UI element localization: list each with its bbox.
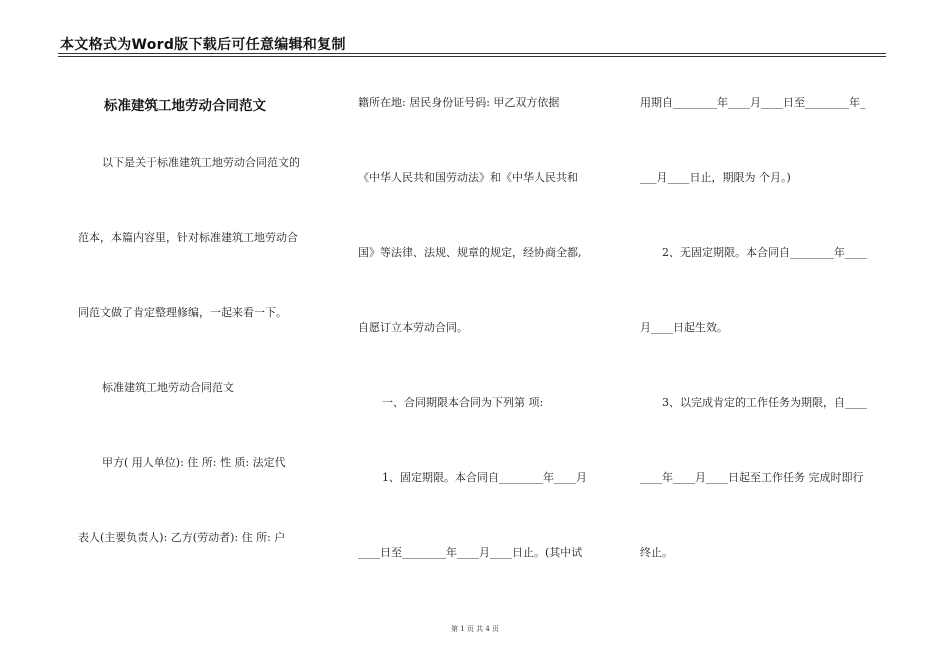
col2-line: 国》等法律、法规、规章的规定，经协商全都, (358, 246, 582, 259)
header-rule-bottom (58, 56, 886, 57)
col1-line: 甲方( 用人单位): 住 所: 性 质: 法定代 (102, 456, 286, 469)
col3-line: 月____日起生效。 (640, 321, 728, 334)
col2-line: 籍所在地: 居民身份证号码: 甲乙双方依据 (358, 96, 560, 109)
col1-line: 以下是关于标准建筑工地劳动合同范文的 (102, 156, 300, 169)
col2-line: 自愿订立本劳动合同。 (358, 321, 468, 334)
col2-line: 一、合同期限本合同为下列第 项: (382, 396, 544, 409)
col3-line: 终止。 (640, 546, 673, 559)
col3-line: ___月____日止，期限为 个月。) (640, 171, 791, 184)
col1-line: 标准建筑工地劳动合同范文 (102, 381, 234, 394)
document-header: 本文格式为Word版下载后可任意编辑和复制 (60, 37, 346, 53)
page-number: 第 1 页 共 4 页 (450, 625, 500, 633)
col1-line: 同范文做了肯定整理修编，一起来看一下。 (78, 306, 287, 319)
col2-line: ____日至________年____月____日止。(其中试 (358, 546, 583, 559)
col2-line: 《中华人民共和国劳动法》和《中华人民共和 (358, 171, 578, 184)
col3-line: 用期自________年____月____日至________年_ (640, 96, 866, 109)
col1-line: 范本，本篇内容里，针对标准建筑工地劳动合 (78, 231, 298, 244)
document-title: 标准建筑工地劳动合同范文 (104, 98, 266, 114)
col3-line: 2、无固定期限。本合同自________年____ (662, 246, 867, 259)
col1-line: 表人(主要负责人): 乙方(劳动者): 住 所: 户 (78, 531, 286, 544)
col2-line: 1、固定期限。本合同自________年____月 (382, 471, 587, 484)
header-rule-top (58, 53, 886, 54)
col3-line: 3、以完成肯定的工作任务为期限，自____ (662, 396, 867, 409)
col3-line: ____年____月____日起至工作任务 完成时即行 (640, 471, 864, 484)
